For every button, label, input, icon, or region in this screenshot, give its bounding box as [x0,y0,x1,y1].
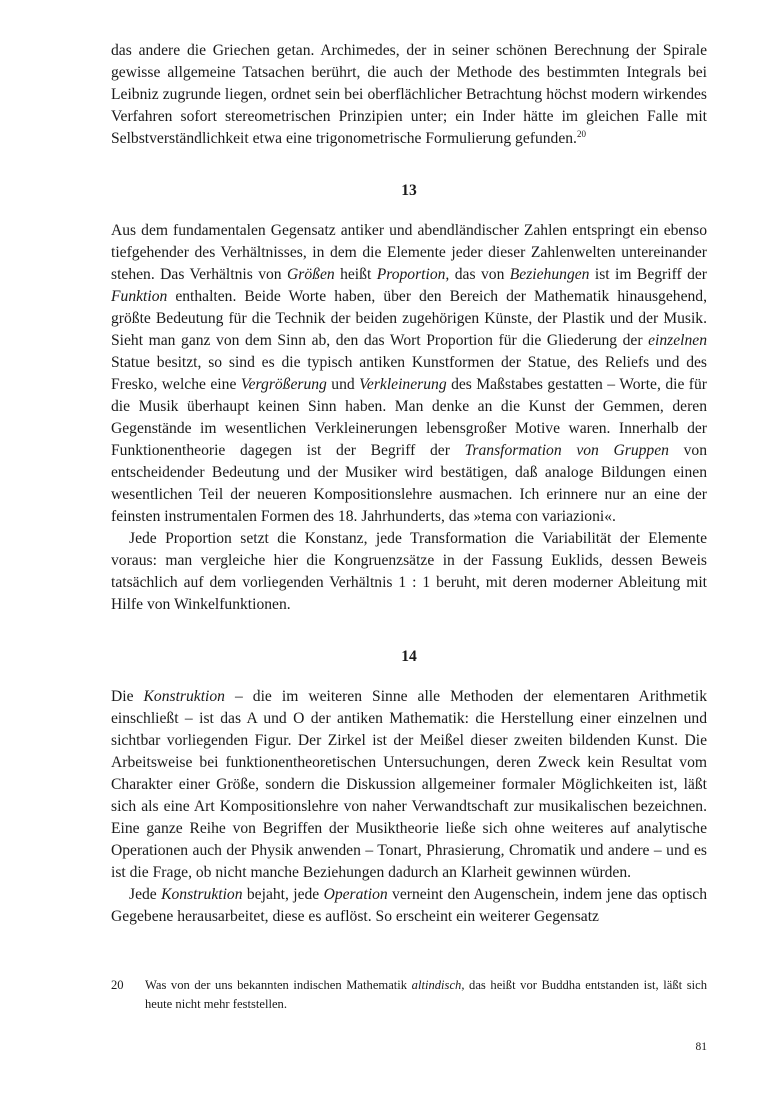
page-number: 81 [695,1041,707,1053]
text-run: bejaht, jede [242,886,324,903]
italic-run: einzelnen [648,332,707,349]
italic-run: Funktion [111,288,168,305]
text-run: heißt [334,266,377,283]
footnote-20 [111,976,707,1014]
text-run: ist im Begriff der [589,266,708,283]
text-run: Aus dem fundamentalen Gegensatz antiker und abendländischer Zahlen entspringt ein ebenso tiefgehender des Verhältnisses, in dem die Elemente jeder dieser Zahlenwelten untereinander stehen. Das Verhältnis von [111,222,707,283]
italic-run: altindisch, [411,978,465,992]
text-run: Was von der uns bekannten indischen Mathematik [145,978,412,992]
text-run: Die [111,688,144,705]
text-run: und [326,376,360,393]
text-run: das von [449,266,510,283]
paragraph-section12-end [111,40,707,150]
italic-run: Beziehungen [509,266,590,283]
footnote-reference[interactable]: 20 [576,128,586,139]
text-run: von entscheidender Bedeutung und der Musiker wird bestätigen, daß analoge Bildungen einen wesentlichen Teil der neueren Kompositionslehre ausmachen. Ich erinnere nur an eine der feinsten instrumentalen Formen des 18. Jahrhunderts, das »tema con variazioni«. [111,442,707,525]
paragraph-13-2: Jede Proportion setzt die Konstanz, jede Transformation die Variabilität der Elemente voraus: man vergleiche hier die Kongruenzsätze in der Fassung Euklids, dessen Beweis tatsächlich auf dem vorliegenden Verhältnis 1 : 1 beruht, mit deren moderner Ableitung mit Hilfe von Winkelfunktionen. [111,530,707,613]
footnote-text [145,976,707,1014]
italic-run: Vergrößerung [240,376,327,393]
italic-run: Konstruktion [143,688,225,705]
italic-run: Größen [287,266,335,283]
text-run: enthalten. Beide Worte haben, über den Bereich der Mathematik hinausgehend, größte Bedeutung für die Technik der beiden zugehörigen Künste, der Plastik und der Musik. Sieht man ganz von dem Sinn ab, den das Wort Proportion für die Gliederung der [111,288,707,349]
footnote-number: 20 [111,978,124,992]
text-run: verneint den Augenschein, indem jene das optisch Gegebene herausarbeitet, diese es auflöst. So erscheint ein weiterer Gegensatz [111,886,708,925]
paragraph-14-2 [111,884,707,928]
italic-run: Transformation von Gruppen [464,442,669,459]
italic-run: Verkleinerung [359,376,447,393]
italic-run: Proportion, [376,266,450,283]
page-body [111,40,707,928]
section-heading-14: 14 [401,648,417,665]
text-run: des Maßstabes gestatten – Worte, die für die Musik überhaupt keinen Sinn haben. Man denke an die Kunst der Gemmen, deren Gegenstände im wesentlichen Verkleinerungen lebensgroßer Motive waren. Innerhalb der Funktionentheorie dagegen ist der Begriff der [111,376,707,459]
text-run: – die im weiteren Sinne alle Methoden der elementaren Arithmetik einschließt – ist das A und O der antiken Mathematik: die Herstellung einer einzelnen und sichtbar vorliegenden Figur. Der Zirkel ist der Meißel dieser zweiten bildenden Kunst. Die Arbeitsweise bei funktionentheoretischen Untersuchungen, deren Zweck kein Resultat vom Charakter einer Größe, sondern die Diskussion allgemeiner formaler Möglichkeiten ist, läßt sich als eine Art Kompositionslehre von naher Verwandtschaft zur musikalischen bezeichnen. Eine ganze Reihe von Begriffen der Musiktheorie ließe sich ohne weiteres auf analytische Operationen auch der Physik anwenden – Tonart, Phrasierung, Chromatik und andere – und es ist die Frage, ob nicht manche Beziehungen dadurch an Klarheit gewinnen würden. [111,688,707,881]
italic-run: Konstruktion [161,886,243,903]
paragraph-14-1 [111,686,707,884]
paragraph-text: das andere die Griechen getan. Archimedes, der in seiner schönen Berechnung der Spirale gewisse allgemeine Tatsachen berührt, die auch der Methode des bestimmten Integrals bei Leibniz zugrunde liegen, ordnet sein bei oberflächlicher Betrachtung höchst modern wirkendes Verfahren sofort stereometrischen Prinzipien unter; ein Inder hätte im gleichen Falle mit Selbstverständlichkeit etwa eine trigonometrische Formulierung gefunden. [111,42,707,147]
text-run: Jede [129,886,162,903]
section-heading-13: 13 [401,182,417,199]
text-run: das heißt vor Buddha entstanden ist, läßt sich heute nicht mehr feststellen. [145,978,707,1011]
text-run: Statue besitzt, so sind es die typisch antiken Kunstformen der Statue, des Reliefs und des Fresko, welche eine [111,354,707,393]
paragraph-13-1 [111,220,707,528]
italic-run: Operation [323,886,388,903]
